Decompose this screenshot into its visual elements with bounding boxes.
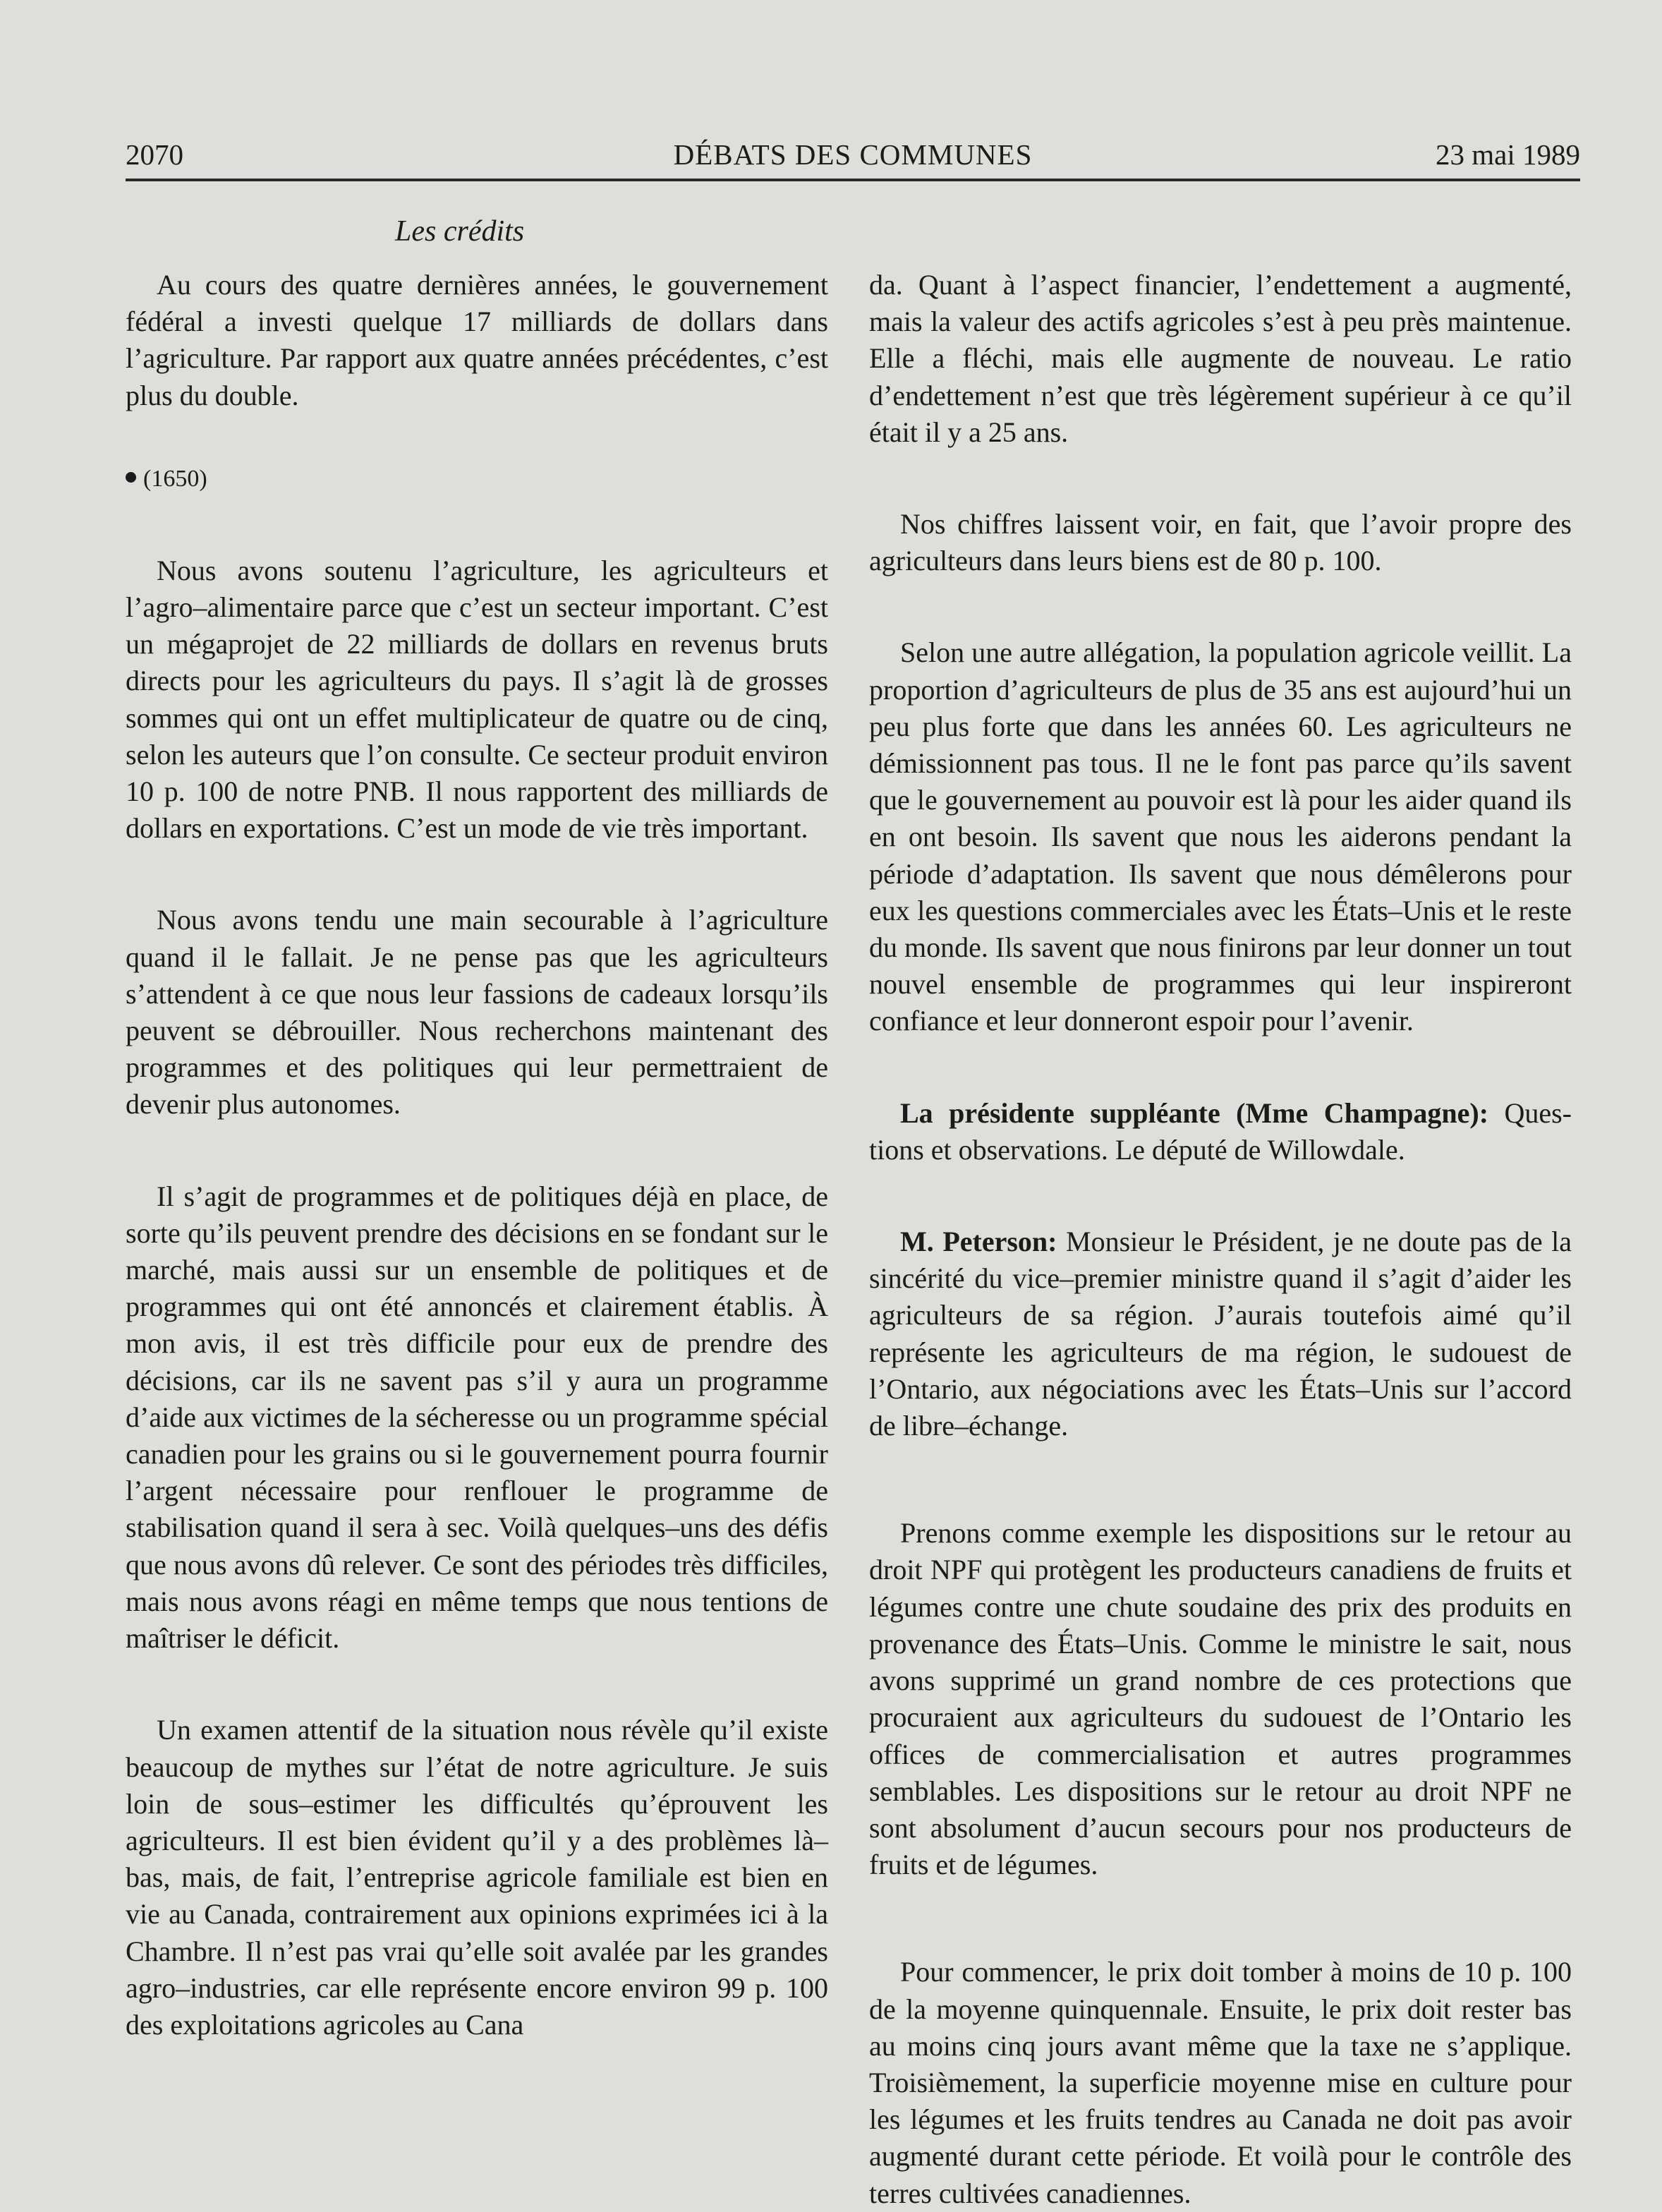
speaker-paragraph xyxy=(869,1223,1572,1444)
paragraph-continued: da. Quant à l’aspect financier, l’endettement a augmenté, mais la valeur des actifs agricoles s’est à peu près maintenue. Elle a fléchi, mais elle augmente de nouveau. Le ratio d’endettement n’est que très légèrement supérieur à ce qu’il était il y a 25 ans. xyxy=(869,269,1572,448)
speaker-text: Monsieur le Président, je ne doute pas de la sincérité du vice–premier ministre quand il s’agit d’aider les agriculteurs de sa région. J’aurais toutefois aimé qu’il représente les agriculteurs de ma région, le sudouest de l’Ontario, aux négociations avec les États–Unis sur l’accord de libre–échange. xyxy=(869,1226,1572,1442)
paragraph: Un examen attentif de la situation nous révèle qu’il existe beaucoup de mythes sur l’état de notre agriculture. Je suis loin de sous–estimer les difficultés qu’éprouvent les agriculteurs. Il est bien évident qu’il y a des problèmes là–bas, mais, de fait, l’entreprise agricole familiale est bien en vie au Canada, contrairement aux opinions exprimées ici à la Chambre. Il n’est pas vrai qu’elle soit avalée par les grandes agro–industries, car elle représente encore environ 99 p. 100 des exploitations agricoles au Cana xyxy=(126,1714,828,2041)
right-column xyxy=(869,267,1572,2212)
publication-title: DÉBATS DES COMMUNES xyxy=(673,138,1033,171)
paragraph: Nous avons tendu une main secourable à l’agriculture quand il le fallait. Je ne pense pas que les agriculteurs s’attendent à ce que nous leur fassions de cadeaux lorsqu’ils peuvent se débrouiller. Nous recherchons maintenant des programmes et des politiques qui leur permettraient de devenir plus autonomes. xyxy=(126,904,828,1120)
paragraph: Pour commencer, le prix doit tomber à moins de 10 p. 100 de la moyenne quinquennale. Ensuite, le prix doit rester bas au moins cinq jours avant même que la taxe ne s’applique. Troisièmement, la superficie moyenne mise en culture pour les légumes et les fruits tendres au Canada ne doit pas avoir augmenté durant cette période. Et voilà pour le contrôle des terres cultivées canadiennes. xyxy=(869,1956,1572,2209)
speaker-name: La présidente suppléante (Mme Champagne): xyxy=(900,1096,1489,1129)
paragraph: Prenons comme exemple les dispositions sur le retour au droit NPF qui protègent les producteurs canadiens de fruits et légumes contre une chute soudaine des prix des produits en provenance des États–Unis. Comme le ministre le sait, nous avons supprimé un grand nombre de ces protections que procuraient aux agriculteurs du sudouest de l’Ontario les offices de commercialisation et autres programmes semblables. Les dispositions sur le retour au droit NPF ne sont absolument d’aucun secours pour nos producteurs de fruits et de légumes. xyxy=(869,1517,1572,1881)
section-title: Les crédits xyxy=(395,215,525,248)
header-rule xyxy=(126,179,1580,181)
publication-date: 23 mai 1989 xyxy=(1436,138,1580,171)
time-marker xyxy=(126,461,828,497)
paragraph: Selon une autre allégation, la population agricole veillit. La proportion d’agriculteurs de plus de 35 ans est aujourd’hui un peu plus forte que dans les années 60. Les agriculteurs ne démissionnent pas tous. Il ne le font pas parce qu’ils savent que le gouvernement au pouvoir est là pour les aider quand ils en ont besoin. Ils savent que nous les aiderons pendant la période d’adaptation. Ils savent que nous démêlerons pour eux les questions commerciales avec les États–Unis et le reste du monde. Ils savent que nous finirons par leur donner un tout nouvel ensemble de programmes qui leur inspireront confiance et leur donneront espoir pour l’avenir. xyxy=(869,636,1572,1037)
page-header xyxy=(126,134,1580,175)
left-column xyxy=(126,267,828,2043)
paragraph: Au cours des quatre dernières années, le gouvernement fédéral a investi quelque 17 milliards de dollars dans l’agriculture. Par rapport aux quatre années précédentes, c’est plus du double. xyxy=(126,269,828,411)
page-number: 2070 xyxy=(126,138,183,171)
time-marker-text: (1650) xyxy=(143,465,207,492)
paragraph: Nous avons soutenu l’agriculture, les agriculteurs et l’agro–alimentaire parce que c’est un secteur important. C’est un mégaprojet de 22 milliards de dollars en revenus bruts directs pour les agriculteurs du pays. Il s’agit là de grosses sommes qui ont un effet multiplicateur de quatre ou de cinq, selon les auteurs que l’on consulte. Ce secteur produit environ 10 p. 100 de notre PNB. Il nous rapportent des milliards de dollars en exportations. C’est un mode de vie très important. xyxy=(126,554,828,845)
bullet-icon xyxy=(126,472,136,483)
paragraph: Nos chiffres laissent voir, en fait, que l’avoir propre des agriculteurs dans leurs biens est de 80 p. 100. xyxy=(869,508,1572,577)
speaker-name: M. Peterson: xyxy=(900,1226,1057,1258)
paragraph: Il s’agit de programmes et de politiques déjà en place, de sorte qu’ils peuvent prendre des décisions en se fondant sur le marché, mais aussi sur un ensemble de politiques et de programmes qui ont été annoncés et clairement établis. À mon avis, il est très difficile pour eux de prendre des décisions, car ils ne savent pas s’il y aura un programme d’aide aux victimes de la sécheresse ou un programme spécial canadien pour les grains ou si le gouvernement pourra fournir l’argent nécessaire pour renflouer le programme de stabilisation quand il sera à sec. Voilà quelques–uns des défis que nous avons dû relever. Ce sont des périodes très difficiles, mais nous avons réagi en même temps que nous tentions de maîtriser le déficit. xyxy=(126,1180,828,1655)
speaker-text: Questions et observations. Le député de Willowdale. xyxy=(869,1096,1572,1166)
speaker-paragraph xyxy=(869,1095,1572,1168)
